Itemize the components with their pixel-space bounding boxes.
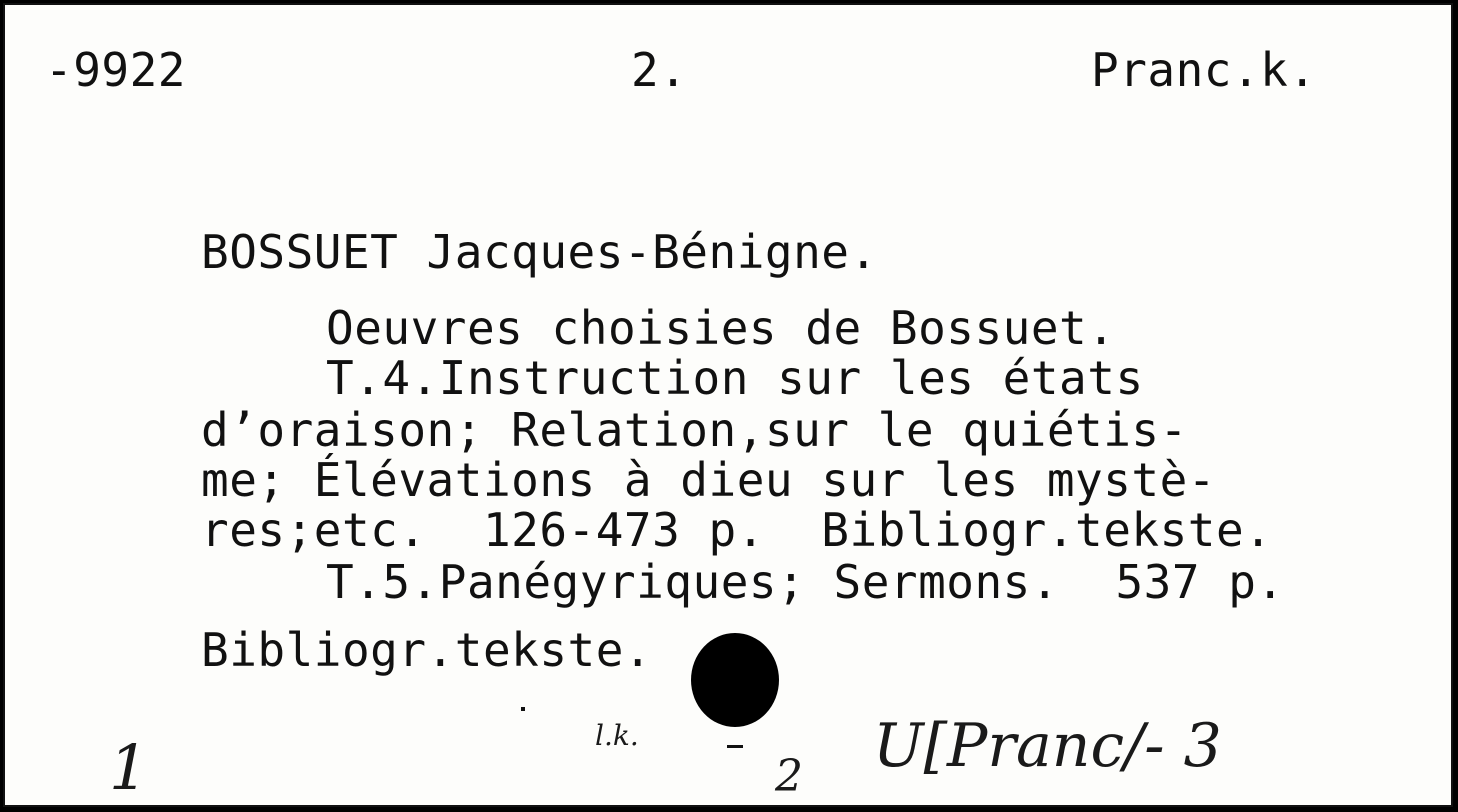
- bibliography-line: Bibliogr.tekste.: [201, 623, 653, 677]
- ink-dot: [521, 707, 525, 711]
- handwritten-shelfmark: U[Pranc/- 3: [873, 711, 1222, 781]
- pagination-line: res;etc. 126-473 p. Bibliogr.tekste.: [201, 503, 1273, 557]
- handwritten-note: l.k.: [595, 719, 639, 752]
- volume-number: 2.: [631, 43, 688, 97]
- author-heading: BOSSUET Jacques-Bénigne.: [201, 225, 878, 279]
- punch-hole: [691, 633, 779, 727]
- contents-line: d’oraison; Relation,sur le quiétis-: [201, 403, 1188, 457]
- volume-4-line: T.4.Instruction sur les états: [326, 351, 1144, 405]
- catalog-card: [3, 3, 1453, 807]
- ink-mark: [727, 745, 743, 748]
- handwritten-number: 2: [775, 751, 803, 802]
- volume-5-line: T.5.Panégyriques; Sermons. 537 p.: [326, 555, 1285, 609]
- handwritten-number: 1: [109, 731, 149, 804]
- collection-code: Pranc.k.: [1091, 43, 1317, 97]
- title-line: Oeuvres choisies de Bossuet.: [326, 301, 1116, 355]
- call-number: -9922: [45, 43, 186, 97]
- contents-line: me; Élévations à dieu sur les mystè-: [201, 453, 1216, 507]
